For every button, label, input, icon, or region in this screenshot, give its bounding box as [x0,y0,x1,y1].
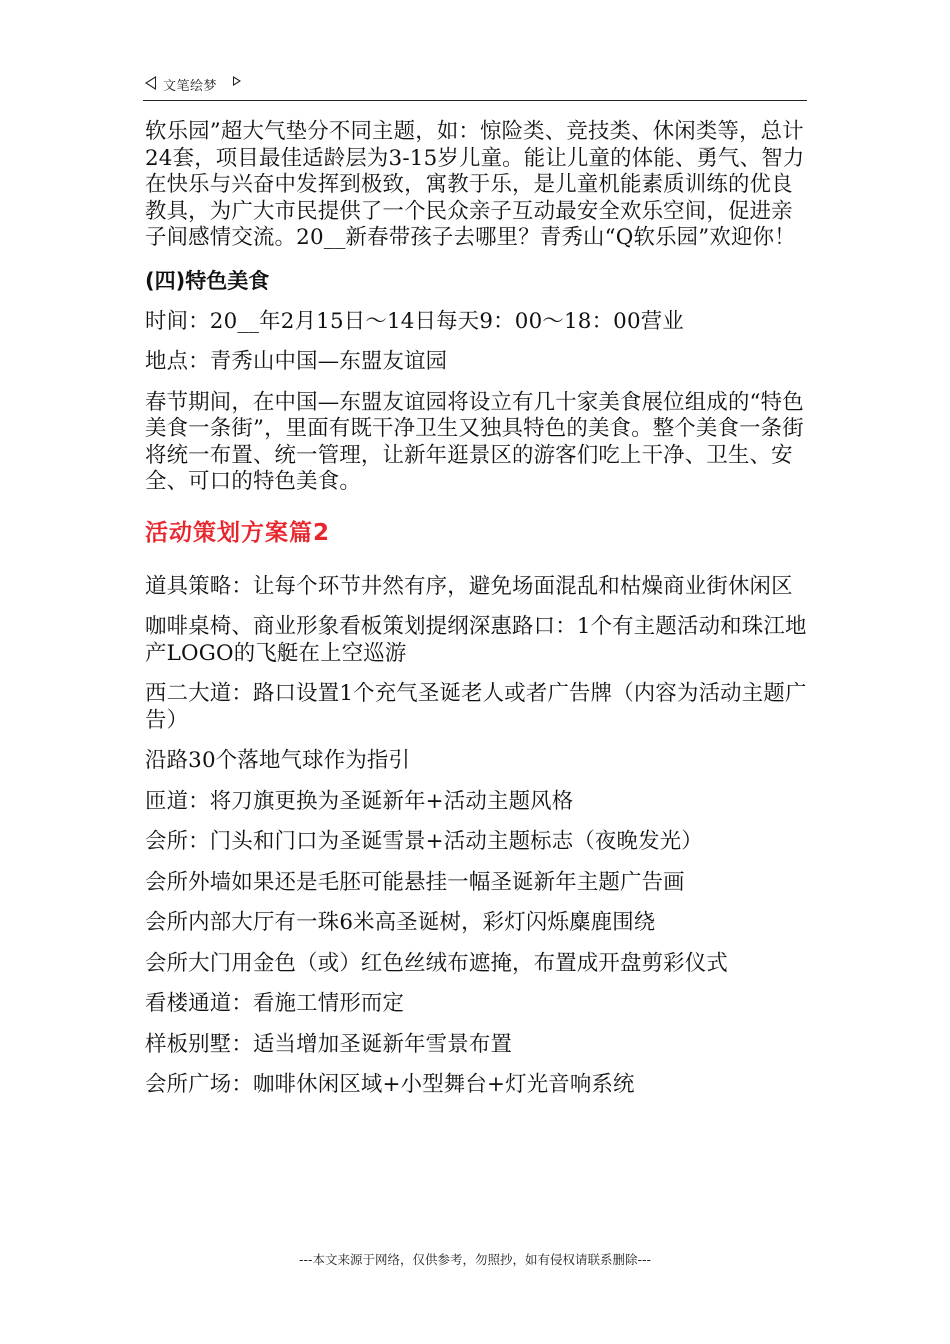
page-header [143,72,807,101]
plan-item: 会所：门头和门口为圣诞雪景+活动主题标志（夜晚发光） [145,829,703,854]
plan-item: 咖啡桌椅、商业形象看板策划提纲深惠路口：1个有主题活动和珠江地产LOGO的飞艇在上空巡游 [145,614,807,666]
food-place: 地点：青秀山中国—东盟友谊园 [145,349,448,374]
document-body [145,119,810,1113]
intro-paragraph: 软乐园”超大气垫分不同主题，如：惊险类、竞技类、休闲类等，总计24套，项目最佳适龄层为3-15岁儿童。能让儿童的体能、勇气、智力在快乐与兴奋中发挥到极致，寓教于乐，是儿童机能素质训练的优良教具，为广大市民提供了一个民众亲子互动最安全欢乐空间，促进亲子间感情交流。20__新春带孩子去哪里？青秀山“Q软乐园”欢迎你！ [145,119,805,250]
plan-item: 会所内部大厅有一珠6米高圣诞树，彩灯闪烁麋鹿围绕 [145,910,656,935]
section-title: 活动策划方案篇2 [145,519,331,546]
food-time: 时间：20__年2月15日～14日每天9：00～18：00营业 [145,308,684,334]
plan-item: 沿路30个落地气球作为指引 [145,748,411,773]
food-description: 春节期间，在中国—东盟友谊园将设立有几十家美食展位组成的“特色美食一条街”，里面有既干净卫生又独具特色的美食。整个美食一条街将统一布置、统一管理，让新年逛景区的游客们吃上干净、卫生、安全、可口的特色美食。 [145,389,804,494]
plan-item: 看楼通道：看施工情形而定 [145,991,405,1016]
plan-item: 道具策略：让每个环节井然有序，避免场面混乱和枯燥商业街休闲区 [145,573,793,599]
header-brand: 文笔绘梦 [163,79,218,94]
plan-item: 西二大道：路口设置1个充气圣诞老人或者广告牌（内容为活动主题广告） [145,681,807,733]
plan-item: 会所大门用金色（或）红色丝绒布遮掩，布置成开盘剪彩仪式 [145,950,728,976]
plan-item: 会所外墙如果还是毛胚可能悬挂一幅圣诞新年主题广告画 [145,869,685,895]
triangle-left-icon [145,76,156,90]
footer-notice: ---本文来源于网络，仅供参考，勿照抄，如有侵权请联系删除--- [298,1252,652,1267]
plan-item: 样板别墅：适当增加圣诞新年雪景布置 [145,1031,513,1057]
triangle-right-icon [233,76,241,86]
plan-item: 匝道：将刀旗更换为圣诞新年+活动主题风格 [145,788,574,814]
food-section-heading: (四)特色美食 [145,268,270,293]
plan-item: 会所广场：咖啡休闲区域+小型舞台+灯光音响系统 [145,1072,635,1097]
